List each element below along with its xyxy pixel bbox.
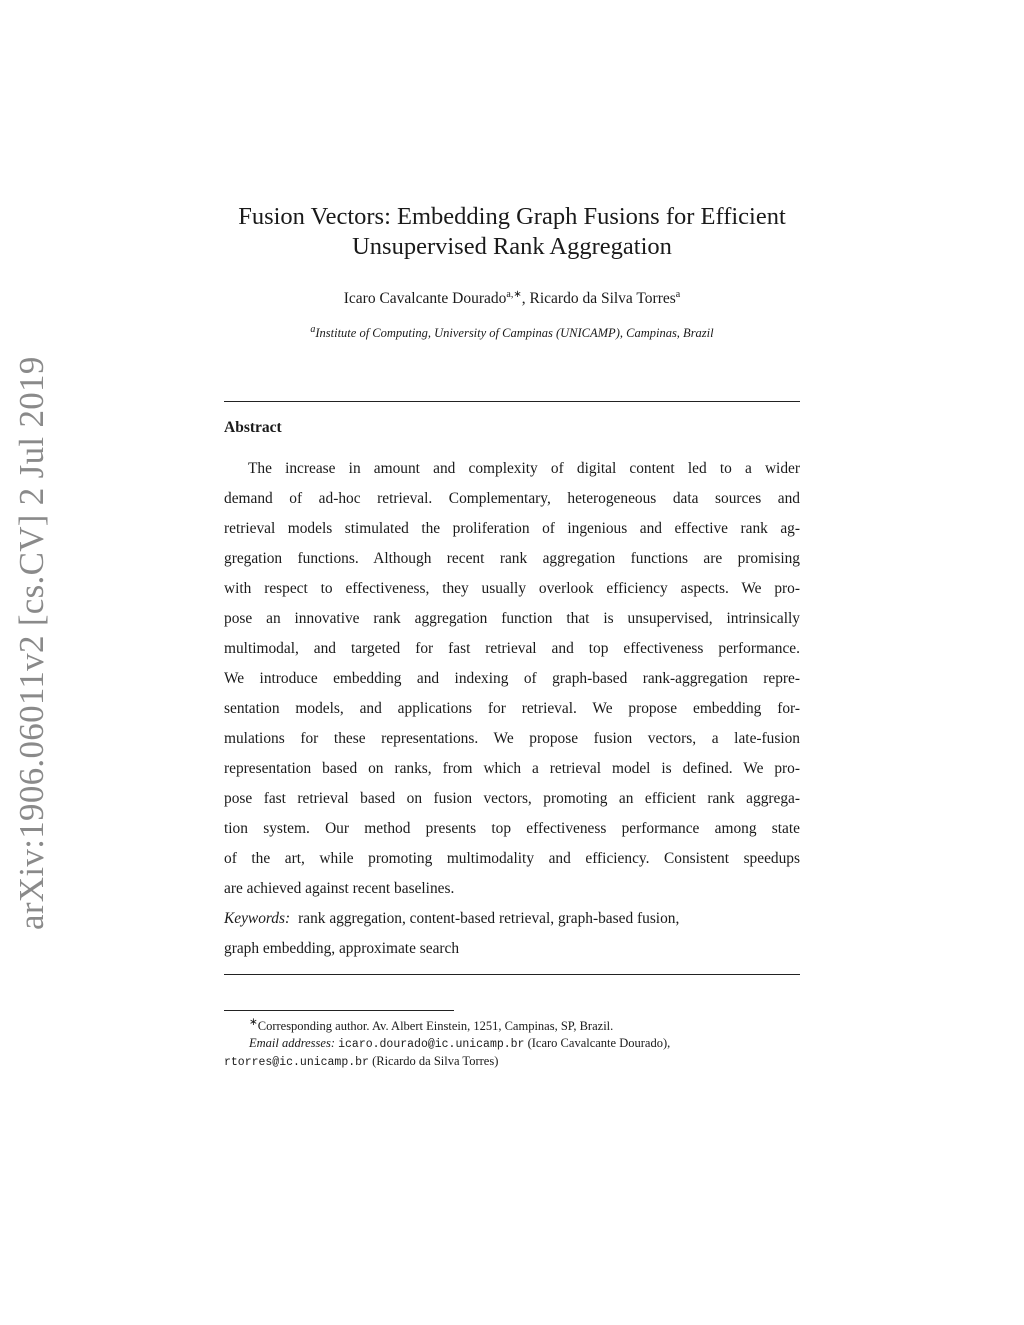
affiliation-text: Institute of Computing, University of Campinas (UNICAMP), Campinas, Brazil [315,326,714,340]
arxiv-identifier-stamp: arXiv:1906.06011v2 [cs.CV] 2 Jul 2019 [12,356,51,930]
paper-title [210,202,814,262]
keywords-line-2: graph embedding, approximate search [224,940,460,957]
author-1-marks: a,∗ [506,288,522,300]
footnote-corresponding [224,1014,804,1035]
footnote-mark: ∗ [249,1017,258,1028]
abstract-line: are achieved against recent baselines. [224,880,455,897]
abstract-line: demand of ad-hoc retrieval. Complementary, heterogeneous data sources and [224,490,800,507]
abstract-bottom-rule [224,974,800,975]
abstract-line: with respect to effectiveness, they usually overlook efficiency aspects. We pro- [224,580,800,597]
abstract-line: sentation models, and applications for retrieval. We propose embedding for- [224,700,800,717]
abstract-line: gregation functions. Although recent rank aggregation functions are promising [224,550,800,567]
abstract-line: pose fast retrieval based on fusion vectors, promoting an efficient rank aggrega- [224,790,800,807]
abstract-line: multimodal, and targeted for fast retrieval and top effectiveness performance. [224,640,800,657]
affiliation-mark: a [310,323,316,335]
abstract-line: pose an innovative rank aggregation function that is unsupervised, intrinsically [224,610,800,627]
abstract-body [224,454,800,904]
email-link-1[interactable]: icaro.dourado@ic.unicamp.br [338,1038,525,1052]
keywords-text-1: rank aggregation, content-based retrieval, graph-based fusion, [298,910,680,927]
abstract-line: tion system. Our method presents top effectiveness performance among state [224,820,800,837]
abstract-top-rule [224,401,800,402]
email-link-2[interactable]: rtorres@ic.unicamp.br [224,1056,369,1070]
author-name-2: Ricardo da Silva Torres [529,290,676,307]
abstract-line: retrieval models stimulated the proliferation of ingenious and effective rank ag- [224,520,800,537]
author-2-marks: a [675,288,681,300]
keywords-line-1 [224,904,800,934]
email-label: Email addresses: [249,1036,335,1051]
author-name-1: Icaro Cavalcante Dourado [343,290,507,307]
abstract-line: representation based on ranks, from which a retrieval model is defined. We pro- [224,760,800,777]
keywords-block [224,904,800,964]
abstract-line: mulations for these representations. We propose fusion vectors, a late-fusion [224,730,800,747]
keywords-label: Keywords: [224,910,291,927]
footnote-email-line-2 [224,1053,804,1071]
footnote [224,1014,804,1071]
author-list [210,289,814,309]
abstract-line: The increase in amount and complexity of digital content led to a wider [248,460,800,477]
email-owner-1: (Icaro Cavalcante Dourado), [524,1036,671,1051]
footnote-rule [224,1010,454,1011]
title-line-2: Unsupervised Rank Aggregation [352,233,672,260]
abstract-line: of the art, while promoting multimodality and efficiency. Consistent speedups [224,850,800,867]
title-line-1: Fusion Vectors: Embedding Graph Fusions for Efficient [238,203,786,230]
abstract-heading: Abstract [224,419,282,436]
email-owner-2: (Ricardo da Silva Torres) [368,1054,499,1069]
footnote-corresponding-text: Corresponding author. Av. Albert Einstein, 1251, Campinas, SP, Brazil. [257,1019,614,1034]
author-separator: , [521,290,530,307]
footnote-email-line [224,1035,804,1053]
affiliation [210,324,814,342]
abstract-line: We introduce embedding and indexing of graph-based rank-aggregation repre- [224,670,800,687]
